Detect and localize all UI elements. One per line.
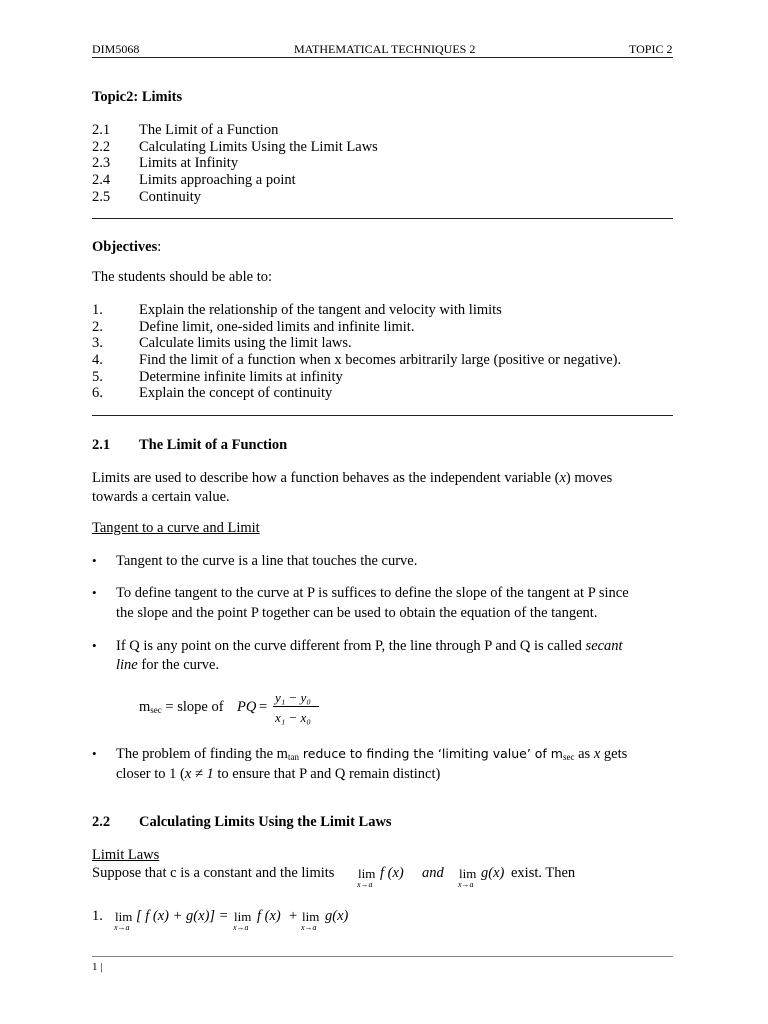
contents-num: 2.4	[92, 172, 111, 188]
section-number: 2.2	[92, 814, 111, 830]
section-rule	[92, 218, 673, 219]
contents-num: 2.3	[92, 155, 111, 171]
bullet-text	[116, 767, 440, 782]
bullet-marker: •	[92, 585, 97, 600]
header-rule	[92, 57, 673, 58]
bullet-text: Tangent to the curve is a line that touches the curve.	[116, 553, 418, 569]
text-run: The problem of finding the m	[116, 746, 288, 762]
objective-item: Calculate limits using the limit laws.	[139, 335, 352, 351]
law-lhs: [ f (x) + g(x)] =	[136, 908, 229, 924]
section-number: 2.1	[92, 437, 111, 453]
lim-operator: lim	[459, 866, 477, 881]
topic-title: Topic2: Limits	[92, 89, 183, 105]
header-course-code: DIM5068	[92, 42, 140, 56]
contents-num: 2.5	[92, 189, 111, 205]
text-run: Limits are used to describe how a function behaves as the independent variable (	[92, 470, 560, 486]
fraction-bar	[273, 706, 319, 707]
formula-lhs	[139, 700, 224, 715]
function-f: f (x)	[380, 865, 404, 881]
lim-operator: lim	[302, 909, 320, 924]
objectives-intro: The students should be able to:	[92, 269, 273, 285]
formula-subscript: sec	[150, 705, 162, 715]
objective-num: 6.	[92, 385, 103, 401]
objectives-heading-colon: :	[157, 239, 162, 255]
contents-item: Calculating Limits Using the Limit Laws	[139, 139, 378, 155]
bullet-text	[116, 639, 623, 654]
emphasis-line: line	[116, 657, 138, 673]
objective-item: Determine infinite limits at infinity	[139, 369, 343, 385]
objective-num: 3.	[92, 335, 103, 351]
objective-item: Explain the relationship of the tangent and velocity with limits	[139, 302, 502, 318]
variable-x: x	[559, 470, 566, 486]
footer-rule	[92, 956, 673, 957]
lim-subscript: x→a	[114, 923, 130, 932]
suppose-text-end: exist. Then	[511, 865, 576, 881]
objective-num: 1.	[92, 302, 103, 318]
lim-subscript: x→a	[458, 880, 474, 889]
text-run: as	[574, 746, 594, 762]
text-run: gets	[600, 746, 628, 762]
contents-item: Limits approaching a point	[139, 172, 296, 188]
subheading-tangent: Tangent to a curve and Limit	[92, 520, 260, 536]
contents-num: 2.1	[92, 122, 111, 138]
section-title: Calculating Limits Using the Limit Laws	[139, 814, 392, 830]
formula-m: m	[139, 699, 151, 715]
bullet-marker: •	[92, 553, 97, 568]
objectives-heading	[92, 240, 161, 255]
bullet-text	[116, 658, 219, 673]
law-number: 1.	[92, 908, 103, 924]
objective-item: Find the limit of a function when x becomes arbitrarily large (positive or negative).	[139, 352, 622, 368]
subscript-sec: sec	[562, 752, 575, 762]
bullet-marker: •	[92, 746, 97, 761]
text-run: reduce to finding the ‘limiting value’ of m	[298, 746, 563, 761]
text-run: closer to 1 (	[116, 766, 185, 782]
bullet-marker: •	[92, 638, 97, 653]
math-inequality: x ≠ 1	[184, 766, 214, 782]
section-rule	[92, 415, 673, 416]
function-g: g(x)	[481, 865, 505, 881]
objective-item: Define limit, one-sided limits and infinite limit.	[139, 319, 415, 335]
intro-paragraph-line1	[92, 471, 612, 486]
formula-text: = slope of	[161, 699, 224, 715]
page-number: 1 |	[92, 961, 103, 973]
formula-denominator: x₁ − x₀	[275, 710, 311, 725]
text-run: to ensure that P and Q remain distinct)	[213, 766, 441, 782]
formula-equals: =	[259, 699, 268, 715]
bullet-text: To define tangent to the curve at P is suffices to define the slope of the tangent at P since	[116, 585, 629, 601]
lim-subscript: x→a	[357, 880, 373, 889]
emphasis-secant: secant	[585, 638, 623, 654]
lim-operator: lim	[234, 909, 252, 924]
subscript-tan: tan	[287, 752, 299, 762]
bullet-text: the slope and the point P together can be used to obtain the equation of the tangent.	[116, 605, 598, 621]
variable-x: x	[593, 746, 601, 762]
intro-paragraph-line2: towards a certain value.	[92, 489, 230, 505]
header-course-title: MATHEMATICAL TECHNIQUES 2	[294, 42, 476, 56]
formula-numerator: y₁ − y₀	[275, 690, 311, 705]
header-topic: TOPIC 2	[629, 42, 673, 56]
contents-num: 2.2	[92, 139, 111, 155]
objective-item: Explain the concept of continuity	[139, 385, 333, 401]
suppose-text: Suppose that c is a constant and the limits	[92, 865, 335, 881]
function-f: f (x)	[257, 908, 281, 924]
word-and: and	[422, 865, 444, 881]
text-run: If Q is any point on the curve different from P, the line through P and Q is called	[116, 638, 586, 654]
bullet-text	[116, 747, 627, 762]
text-run: for the curve.	[137, 657, 220, 673]
formula-pq: PQ	[237, 699, 257, 715]
objective-num: 5.	[92, 369, 103, 385]
lim-operator: lim	[115, 909, 133, 924]
lim-operator: lim	[358, 866, 376, 881]
contents-item: The Limit of a Function	[139, 122, 279, 138]
section-title: The Limit of a Function	[139, 437, 288, 453]
contents-item: Limits at Infinity	[139, 155, 239, 171]
objective-num: 4.	[92, 352, 103, 368]
subheading-limit-laws: Limit Laws	[92, 847, 160, 863]
text-run: ) moves	[565, 470, 613, 486]
objective-num: 2.	[92, 319, 103, 335]
objectives-heading-text: Objectives	[92, 239, 158, 255]
function-g: g(x)	[325, 908, 349, 924]
lim-subscript: x→a	[233, 923, 249, 932]
contents-item: Continuity	[139, 189, 202, 205]
lim-subscript: x→a	[301, 923, 317, 932]
plus-sign: +	[289, 908, 298, 924]
